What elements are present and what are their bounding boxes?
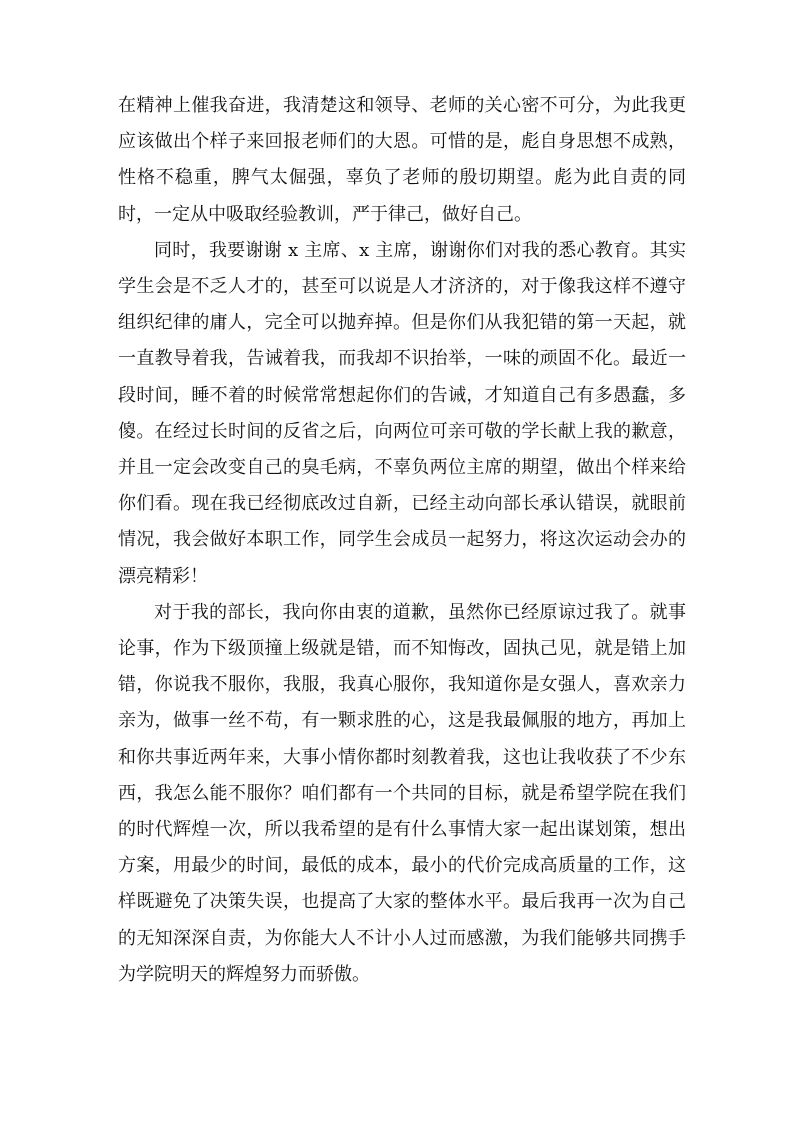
paragraph-3: 对于我的部长，我向你由衷的道歉，虽然你已经原谅过我了。就事论事，作为下级顶撞上级就是错，而不知悔改，固执己见，就是错上加错，你说我不服你，我服，我真心服你，我知道你是女强人，喜欢亲力亲为，做事一丝不苟，有一颗求胜的心，这是我最佩服的地方，再加上和你共事近两年来，大事小情你都时刻教着我，这也让我收获了不少东西，我怎么能不服你？咱们都有一个共同的目标，就是希望学院在我们的时代辉煌一次，所以我希望的是有什么事情大家一起出谋划策，想出方案，用最少的时间，最低的成本，最小的代价完成高质量的工作，这样既避免了决策失误，也提高了大家的整体水平。最后我再一次为自己的无知深深自责，为你能大人不计小人过而感激，为我们能够共同携手为学院明天的辉煌努力而骄傲。 xyxy=(118,601,686,985)
paragraph-1: 在精神上催我奋进，我清楚这和领导、老师的关心密不可分，为此我更应该做出个样子来回报老师们的大恩。可惜的是，彪自身思想不成熟，性格不稳重，脾气太倔强，辜负了老师的殷切期望。彪为此自责的同时，一定从中吸取经验教训，严于律己，做好自己。 xyxy=(118,95,686,225)
paragraph-2: 同时，我要谢谢 x 主席、x 主席，谢谢你们对我的悉心教育。其实学生会是不乏人才的，甚至可以说是人才济济的，对于像我这样不遵守组织纪律的庸人，完全可以抛弃掉。但是你们从我犯错的第一天起，就一直教导着我，告诫着我，而我却不识抬举，一味的顽固不化。最近一段时间，睡不着的时候常常想起你们的告诫，才知道自己有多愚蠢，多傻。在经过长时间的反省之后，向两位可亲可敬的学长献上我的歉意，并且一定会改变自己的臭毛病，不辜负两位主席的期望，做出个样来给你们看。现在我已经彻底改过自新，已经主动向部长承认错误，就眼前情况，我会做好本职工作，同学生会成员一起努力，将这次运动会办的漂亮精彩！ xyxy=(118,239,686,587)
document-page xyxy=(118,88,686,993)
